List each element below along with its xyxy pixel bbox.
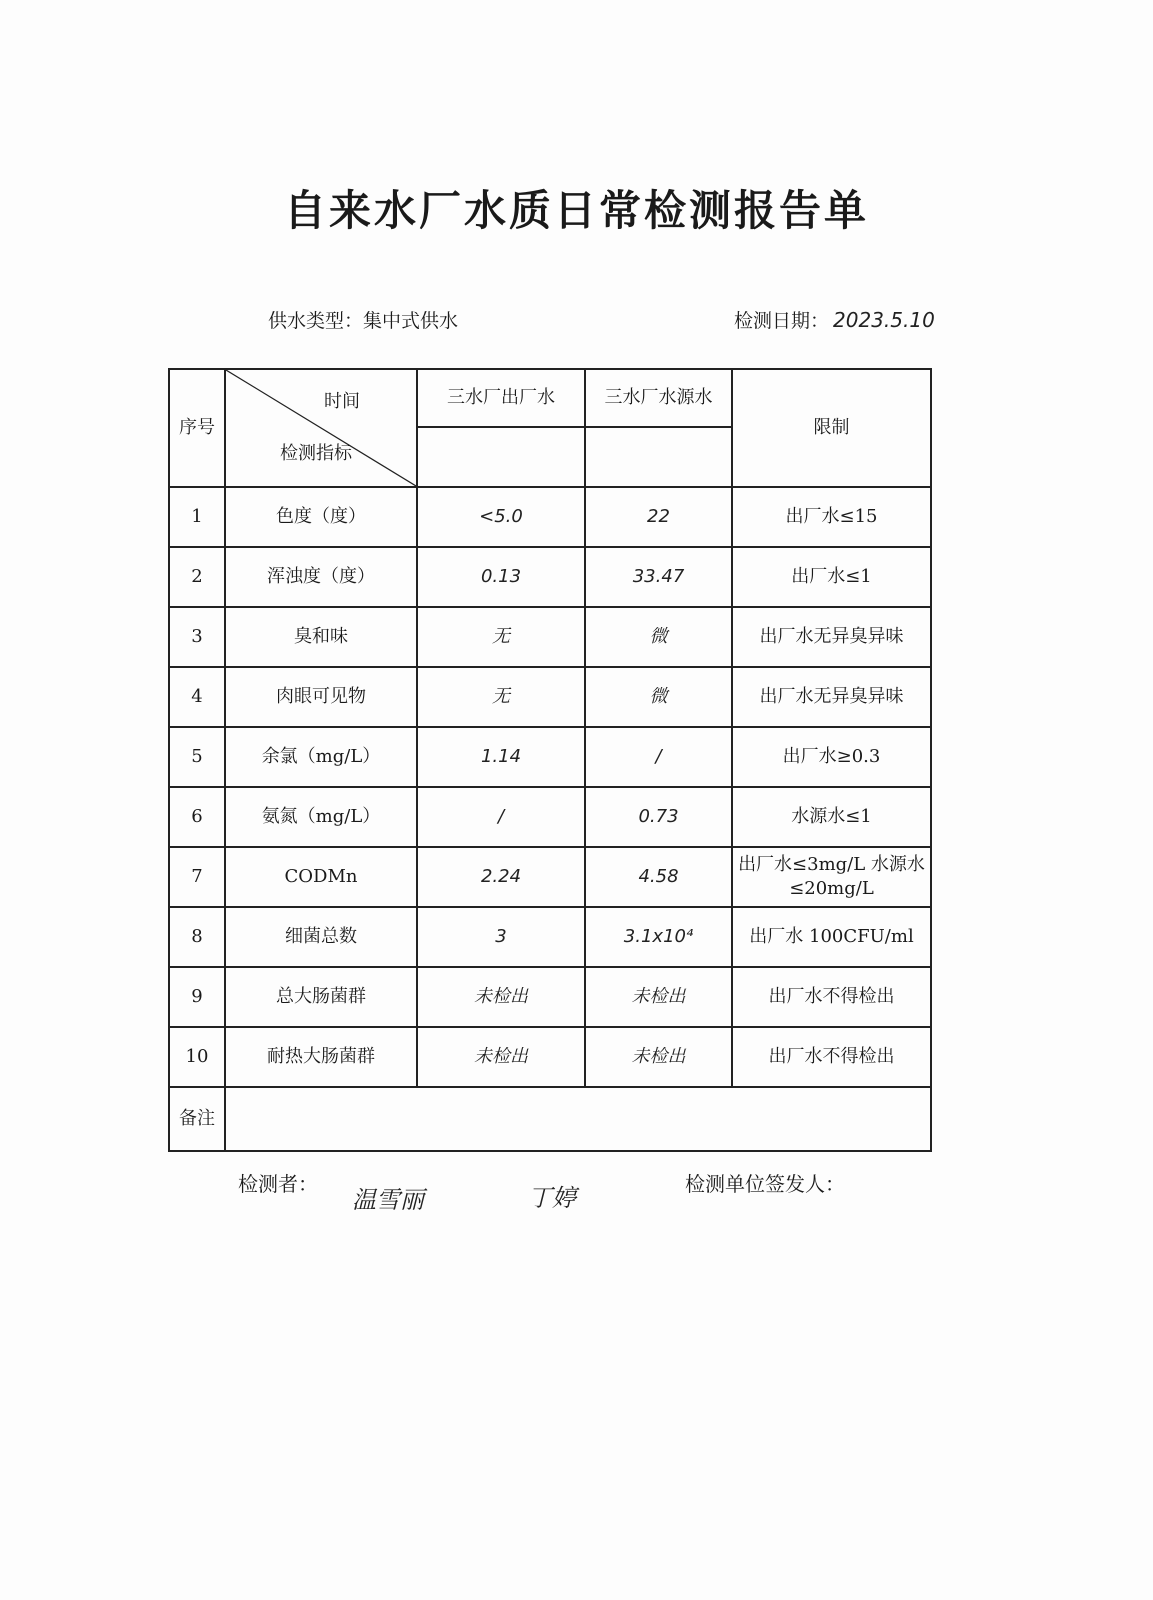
row-value-source: 3.1x10⁴ bbox=[585, 907, 732, 967]
row-value-source: 33.47 bbox=[585, 547, 732, 607]
row-value-source: 微 bbox=[585, 667, 732, 727]
table-row bbox=[169, 487, 931, 547]
report-table bbox=[168, 368, 932, 1152]
col2-subheader bbox=[585, 427, 732, 487]
row-value-source: 未检出 bbox=[585, 1027, 732, 1087]
diagonal-header-cell bbox=[225, 369, 417, 487]
row-limit: 出厂水无异臭异味 bbox=[732, 667, 931, 727]
table-row bbox=[169, 967, 931, 1027]
test-date bbox=[734, 306, 935, 333]
row-no: 4 bbox=[169, 667, 225, 727]
table-row bbox=[169, 1027, 931, 1087]
row-no: 10 bbox=[169, 1027, 225, 1087]
row-value-source: 未检出 bbox=[585, 967, 732, 1027]
indicator-header: 检测指标 bbox=[280, 442, 352, 464]
table-row bbox=[169, 727, 931, 787]
test-date-value: 2023.5.10 bbox=[833, 308, 935, 332]
row-indicator: 细菌总数 bbox=[225, 907, 417, 967]
report-title: 自来水厂水质日常检测报告单 bbox=[283, 186, 869, 235]
row-indicator: 浑浊度（度） bbox=[225, 547, 417, 607]
table-row bbox=[169, 907, 931, 967]
row-indicator: 肉眼可见物 bbox=[225, 667, 417, 727]
row-value-outlet: 未检出 bbox=[417, 967, 585, 1027]
row-value-outlet: 3 bbox=[417, 907, 585, 967]
row-no: 3 bbox=[169, 607, 225, 667]
row-value-outlet: 2.24 bbox=[417, 847, 585, 907]
limit-header: 限制 bbox=[732, 369, 931, 487]
row-no: 1 bbox=[169, 487, 225, 547]
row-indicator: CODMn bbox=[225, 847, 417, 907]
row-no: 7 bbox=[169, 847, 225, 907]
issuer-label: 检测单位签发人： bbox=[685, 1172, 845, 1196]
tester-signature: 温雪丽 bbox=[352, 1186, 424, 1214]
row-value-outlet: / bbox=[417, 787, 585, 847]
row-indicator: 氨氮（mg/L） bbox=[225, 787, 417, 847]
col1-subheader bbox=[417, 427, 585, 487]
col2-header: 三水厂水源水 bbox=[585, 369, 732, 427]
row-limit: 出厂水不得检出 bbox=[732, 967, 931, 1027]
table-row bbox=[169, 787, 931, 847]
test-date-label: 检测日期： bbox=[734, 310, 830, 332]
table-row bbox=[169, 847, 931, 907]
row-limit: 出厂水不得检出 bbox=[732, 1027, 931, 1087]
row-limit: 出厂水≤15 bbox=[732, 487, 931, 547]
tester-signature-2: 丁婷 bbox=[528, 1184, 576, 1212]
row-indicator: 臭和味 bbox=[225, 607, 417, 667]
row-limit: 水源水≤1 bbox=[732, 787, 931, 847]
table-row bbox=[169, 547, 931, 607]
row-no: 2 bbox=[169, 547, 225, 607]
tester-label: 检测者： bbox=[238, 1172, 318, 1196]
table-row bbox=[169, 667, 931, 727]
remark-label: 备注 bbox=[169, 1087, 225, 1151]
supply-type: 供水类型：集中式供水 bbox=[268, 310, 459, 332]
row-value-source: 0.73 bbox=[585, 787, 732, 847]
remark-content bbox=[225, 1087, 931, 1151]
row-limit: 出厂水 100CFU/ml bbox=[732, 907, 931, 967]
row-value-outlet: 未检出 bbox=[417, 1027, 585, 1087]
row-value-source: 22 bbox=[585, 487, 732, 547]
diagonal-line bbox=[226, 370, 416, 486]
row-no: 6 bbox=[169, 787, 225, 847]
row-indicator: 色度（度） bbox=[225, 487, 417, 547]
row-indicator: 余氯（mg/L） bbox=[225, 727, 417, 787]
row-no: 8 bbox=[169, 907, 225, 967]
row-indicator: 总大肠菌群 bbox=[225, 967, 417, 1027]
row-limit: 出厂水无异臭异味 bbox=[732, 607, 931, 667]
row-value-outlet: <5.0 bbox=[417, 487, 585, 547]
row-no: 5 bbox=[169, 727, 225, 787]
row-value-outlet: 1.14 bbox=[417, 727, 585, 787]
row-limit: 出厂水≥0.3 bbox=[732, 727, 931, 787]
row-value-outlet: 无 bbox=[417, 607, 585, 667]
row-value-source: 4.58 bbox=[585, 847, 732, 907]
table-row bbox=[169, 607, 931, 667]
row-limit: 出厂水≤3mg/L 水源水≤20mg/L bbox=[732, 847, 931, 907]
row-limit: 出厂水≤1 bbox=[732, 547, 931, 607]
seq-header: 序号 bbox=[169, 369, 225, 487]
row-value-outlet: 0.13 bbox=[417, 547, 585, 607]
col1-header: 三水厂出厂水 bbox=[417, 369, 585, 427]
row-value-source: / bbox=[585, 727, 732, 787]
row-value-source: 微 bbox=[585, 607, 732, 667]
row-value-outlet: 无 bbox=[417, 667, 585, 727]
time-header: 时间 bbox=[324, 391, 360, 412]
row-indicator: 耐热大肠菌群 bbox=[225, 1027, 417, 1087]
row-no: 9 bbox=[169, 967, 225, 1027]
